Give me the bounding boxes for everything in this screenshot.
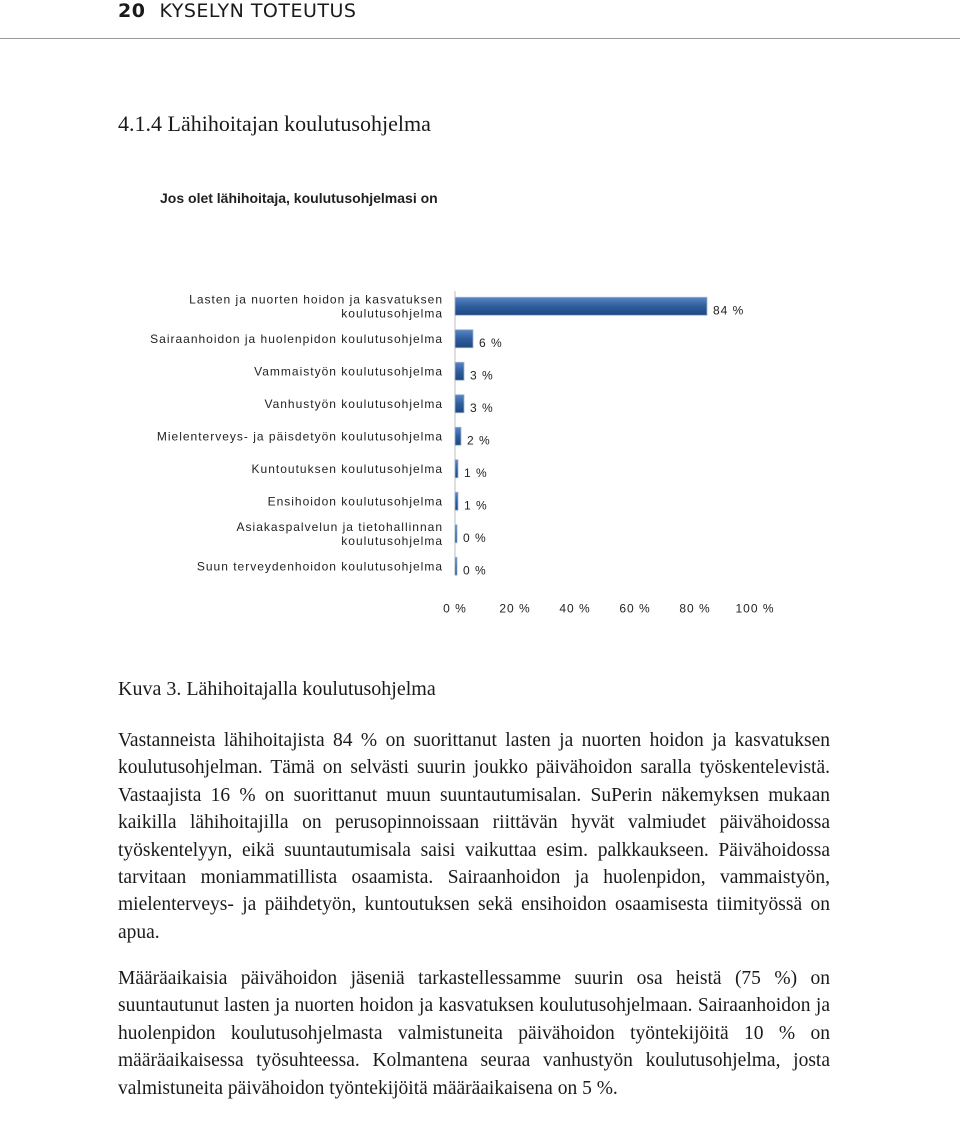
category-label: Lasten ja nuorten hoidon ja kasvatuksen koulutusohjelma bbox=[189, 292, 443, 321]
category-label: Vanhustyön koulutusohjelma bbox=[264, 396, 443, 411]
data-label: 2 % bbox=[467, 433, 491, 448]
data-label: 3 % bbox=[470, 400, 494, 415]
data-label: 1 % bbox=[464, 498, 488, 513]
chart-title: Jos olet lähihoitaja, koulutusohjelmasi on bbox=[160, 190, 438, 206]
x-tick-label: 20 % bbox=[499, 601, 531, 616]
data-label: 0 % bbox=[463, 563, 487, 578]
category-label: Mielenterveys- ja päisdetyön koulutusohjelma bbox=[156, 429, 443, 444]
data-label: 3 % bbox=[470, 368, 494, 383]
x-tick-label: 100 % bbox=[735, 601, 775, 616]
body-paragraph-1: Vastanneista lähihoitajista 84 % on suorittanut lasten ja nuorten hoidon ja kasvatuksen koulutusohjelman. Tämä on selvästi suurin joukko päivähoidon saralla työskentelevistä. Vastaajista 16 % on suorittanut muun suuntautumisalan. SuPerin näkemyksen mukaan kaikilla lähihoitajilla on perusopinnoissaan riittävän hyvät valmiudet päivähoidossa työskentelyyn, eikä suuntautumisala saisi vaikuttaa esim. palkkaukseen. Päivähoidossa tarvitaan moniammatillista osaamista. Sairaanhoidon ja huolenpidon, vammaistyön, mielenterveys- ja päihdetyön, kuntoutuksen sekä ensihoidon osaamisesta tiimityössä on apua. bbox=[118, 730, 830, 943]
bar-chart bbox=[150, 280, 830, 620]
category-label: Vammaistyön koulutusohjelma bbox=[254, 364, 443, 379]
bar bbox=[455, 330, 473, 348]
running-title: KYSELYN TOTEUTUS bbox=[159, 0, 357, 22]
section-title: 4.1.4 Lähihoitajan koulutusohjelma bbox=[118, 111, 431, 136]
x-tick-label: 40 % bbox=[559, 601, 591, 616]
category-label: Asiakaspalvelun ja tietohallinnan koulutusohjelma bbox=[236, 519, 443, 548]
data-label: 84 % bbox=[713, 303, 745, 318]
data-label: 6 % bbox=[479, 335, 503, 350]
category-label: Kuntoutuksen koulutusohjelma bbox=[251, 461, 443, 476]
bar bbox=[455, 427, 461, 445]
bar bbox=[455, 557, 457, 575]
bar bbox=[455, 525, 457, 543]
bar bbox=[455, 297, 707, 315]
body-paragraph-2: Määräaikaisia päivähoidon jäseniä tarkastellessamme suurin osa heistä (75 %) on suuntautunut lasten ja nuorten hoidon ja kasvatuksen koulutusohjelmaan. Sairaanhoidon ja huolenpidon koulutusohjelmasta valmistuneita päivähoidon työntekijöitä 10 % on määräaikaisessa työsuhteessa. Kolmantena seuraa vanhustyön koulutusohjelma, josta valmistuneita päivähoidon työntekijöitä määräaikaisena on 5 %. bbox=[118, 968, 830, 1099]
bar bbox=[455, 362, 464, 380]
data-label: 0 % bbox=[463, 530, 487, 545]
running-head bbox=[118, 0, 356, 26]
page-number: 20 bbox=[118, 0, 146, 22]
bar bbox=[455, 395, 464, 413]
bar bbox=[455, 460, 458, 478]
category-label: Sairaanhoidon ja huolenpidon koulutusohjelma bbox=[150, 331, 443, 346]
header-rule bbox=[0, 38, 960, 39]
category-label: Ensihoidon koulutusohjelma bbox=[267, 494, 443, 509]
category-label: Suun terveydenhoidon koulutusohjelma bbox=[196, 559, 443, 574]
x-tick-label: 60 % bbox=[619, 601, 651, 616]
bar bbox=[455, 492, 458, 510]
data-label: 1 % bbox=[464, 465, 488, 480]
x-tick-label: 80 % bbox=[679, 601, 711, 616]
x-tick-label: 0 % bbox=[443, 601, 467, 616]
figure-caption: Kuva 3. Lähihoitajalla koulutusohjelma bbox=[118, 678, 436, 700]
